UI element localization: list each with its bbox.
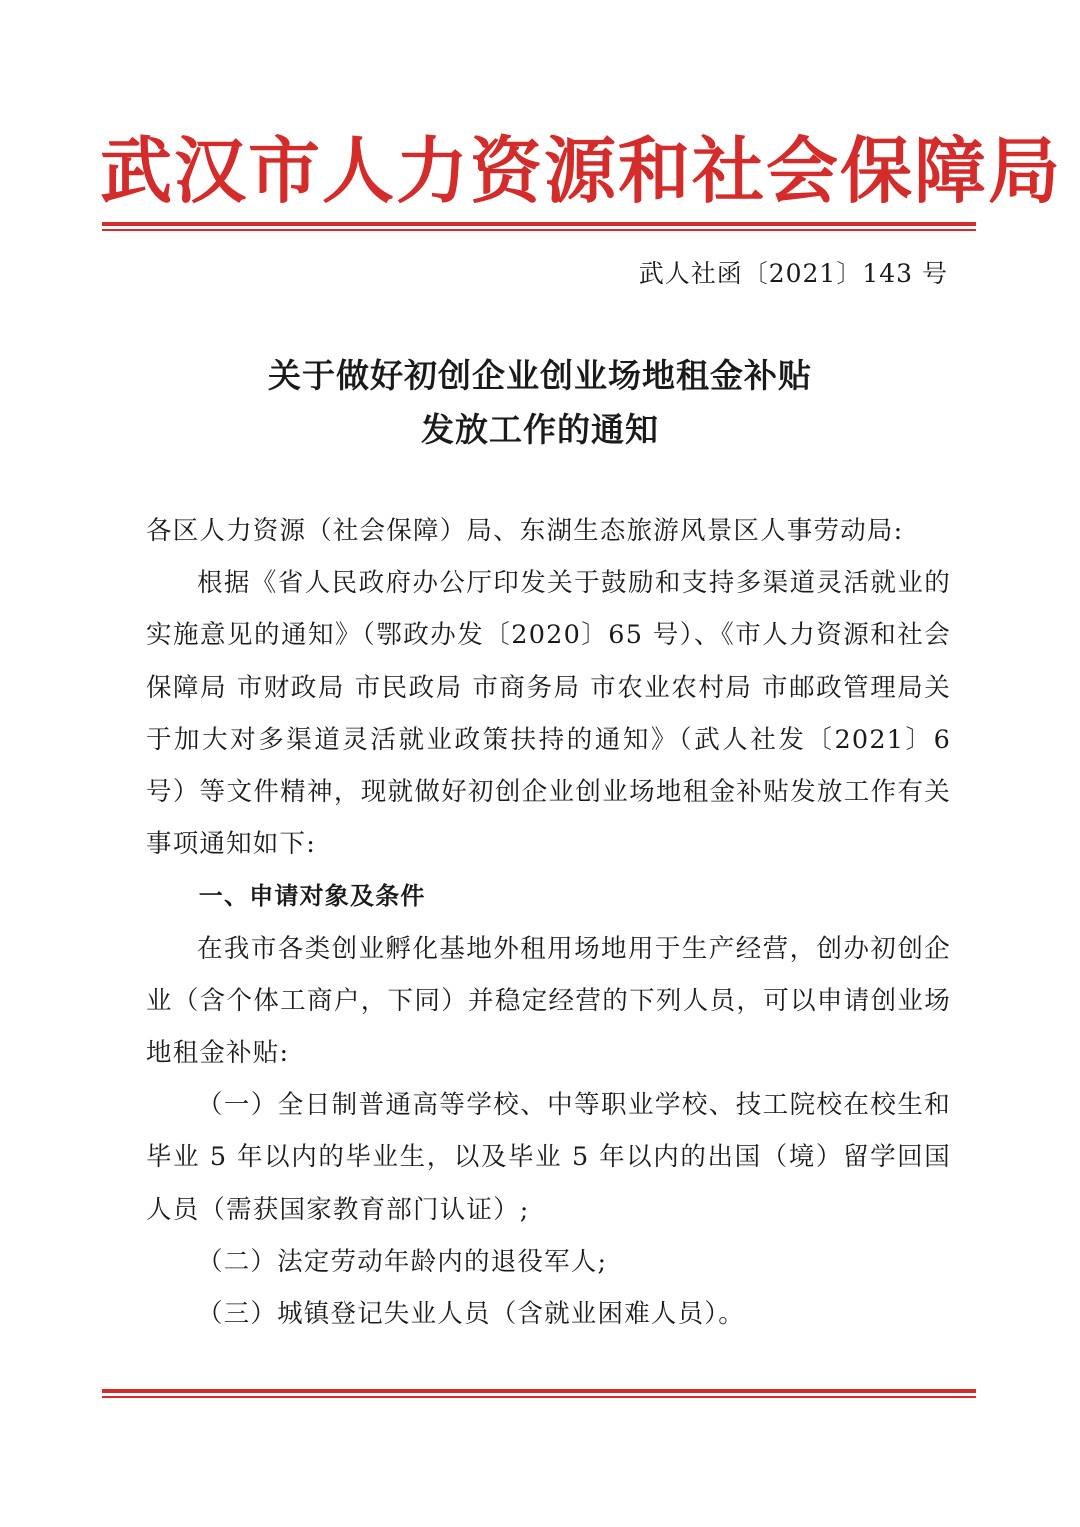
list-item-2: （二）法定劳动年龄内的退役军人; xyxy=(197,1246,608,1277)
document-body xyxy=(146,505,951,1340)
list-item-1: （一）全日制普通高等学校、中等职业学校、技工院校在校生和毕业 5 年以内的毕业生，以及毕业 5 年以内的出国（境）留学回国人员（需获国家教育部门认证）; xyxy=(146,1090,951,1225)
header-rule-thin-line xyxy=(102,229,976,231)
document-number: 武人社函〔2021〕143 号 xyxy=(638,259,948,288)
document-title-line-2: 发放工作的通知 xyxy=(421,410,659,449)
organization-header: 武汉市人力资源和社会保障局 xyxy=(100,129,1063,213)
header-red-rule xyxy=(102,222,976,231)
section-heading-1: 一、申请对象及条件 xyxy=(198,882,426,911)
paragraph-basis: 根据《省人民政府办公厅印发关于鼓励和支持多渠道灵活就业的实施意见的通知》（鄂政办发〔2020〕65 号）、《市人力资源和社会保障局 市财政局 市民政局 市商务局 市农业农村局 市邮政管理局关于加大对多渠道灵活就业政策扶持的通知》（武人社发〔2021〕6 号）等文件精神，现就做好初创企业创业场地租金补贴发放工作有关事项通知如下: xyxy=(146,568,951,860)
list-item-3: （三）城镇登记失业人员（含就业困难人员）。 xyxy=(197,1299,745,1330)
addressee: 各区人力资源（社会保障）局、东湖生态旅游风景区人事劳动局: xyxy=(146,516,904,546)
footer-rule-thin-line xyxy=(102,1396,976,1398)
paragraph-applicants: 在我市各类创业孵化基地外租用场地用于生产经营，创办初创企业（含个体工商户，下同）并稳定经营的下列人员，可以申请创业场地租金补贴: xyxy=(146,933,951,1069)
document-title-line-1: 关于做好初创企业创业场地租金补贴 xyxy=(268,356,812,395)
footer-red-rule xyxy=(102,1389,976,1398)
